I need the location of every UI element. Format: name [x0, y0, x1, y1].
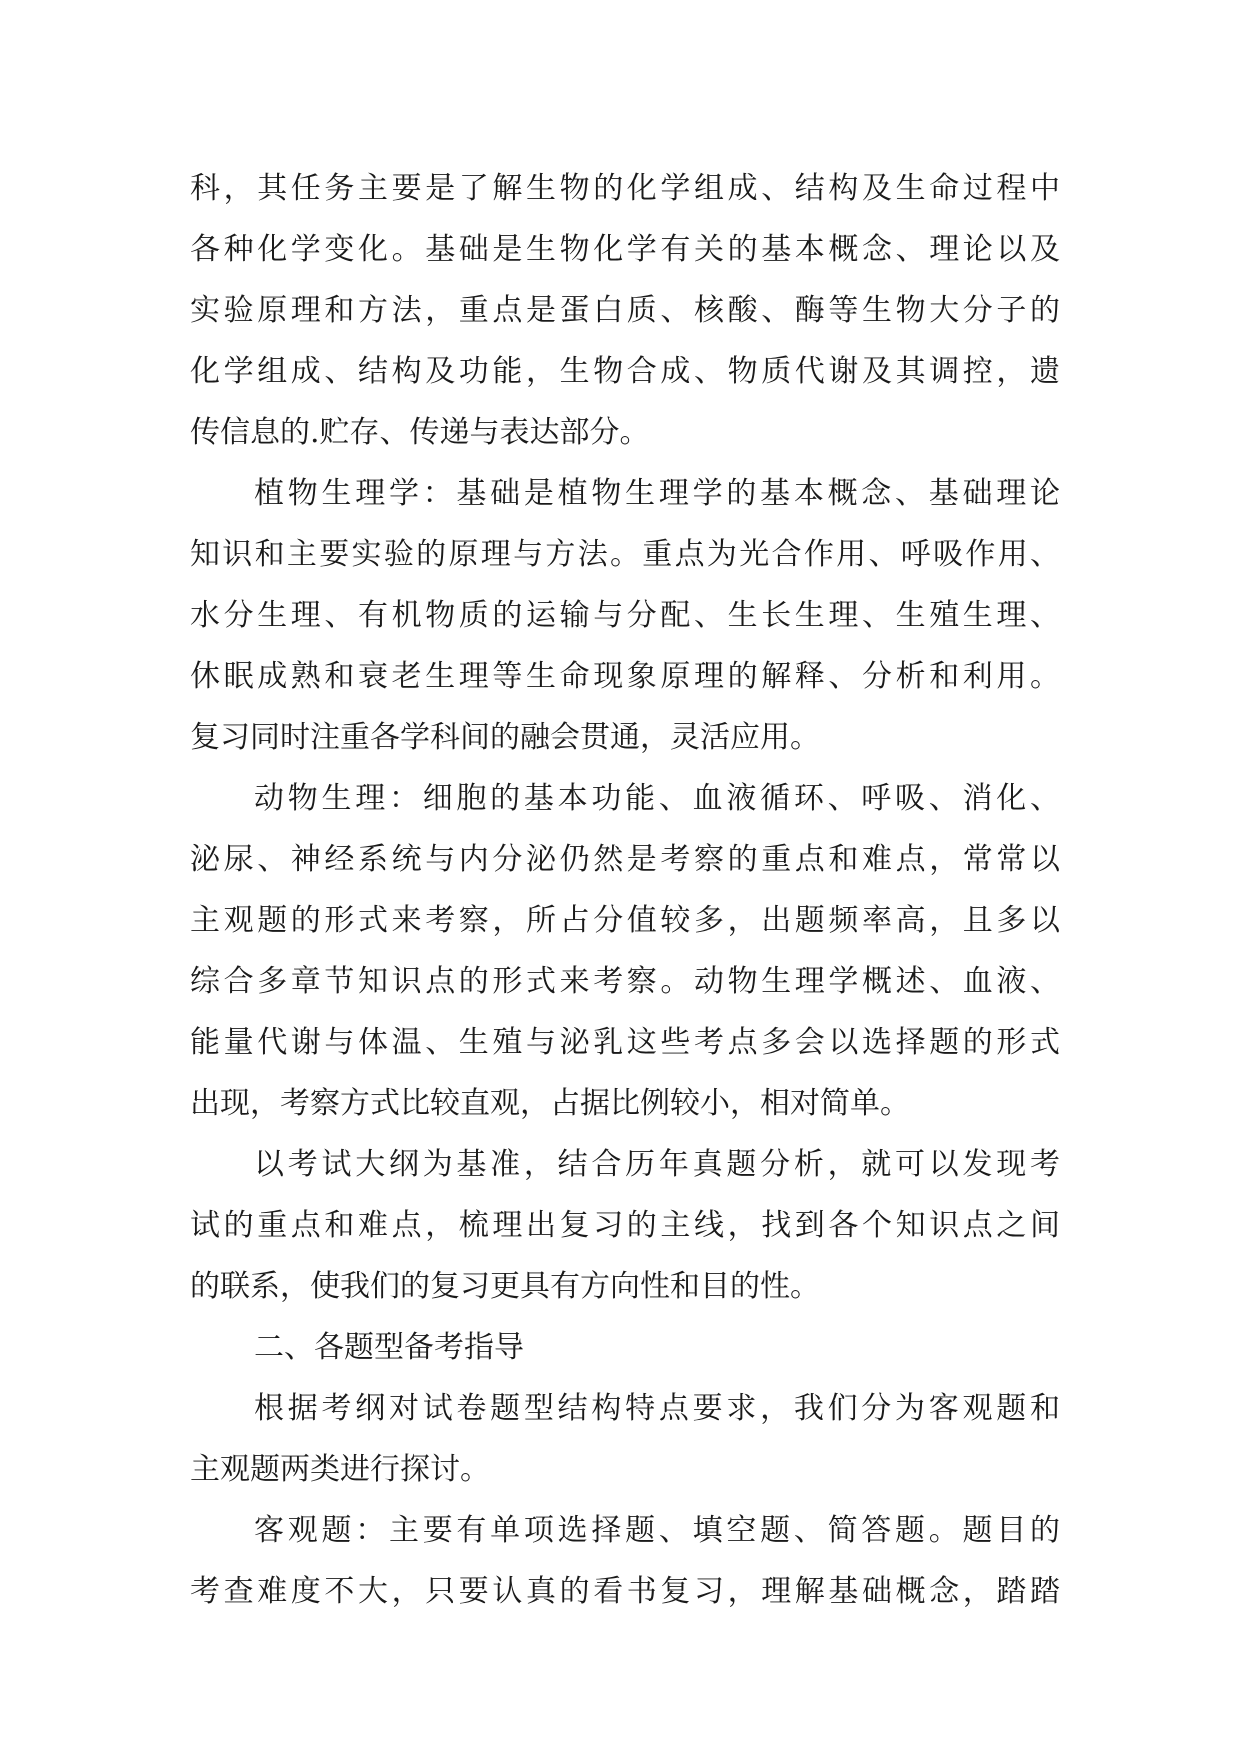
text-line: 传信息的.贮存、传递与表达部分。: [190, 415, 650, 450]
text-line: 出现，考察方式比较直观，占据比例较小，相对简单。: [190, 1086, 910, 1121]
text-line: 客观题：主要有单项选择题、填空题、简答题。题目的: [254, 1513, 1060, 1548]
text-line: 植物生理学：基础是植物生理学的基本概念、基础理论: [254, 476, 1060, 511]
text-line: 休眠成熟和衰老生理等生命现象原理的解释、分析和利用。: [190, 659, 1060, 694]
paragraph: [190, 1378, 1060, 1500]
paragraph: [190, 1500, 1060, 1622]
text-line: 主观题两类进行探讨。: [190, 1452, 490, 1487]
text-line: 考查难度不大，只要认真的看书复习，理解基础概念，踏踏: [190, 1574, 1060, 1609]
text-line: 科，其任务主要是了解生物的化学组成、结构及生命过程中: [190, 171, 1060, 206]
heading-line: 二、各题型备考指导: [254, 1330, 524, 1365]
text-line: 知识和主要实验的原理与方法。重点为光合作用、呼吸作用、: [190, 537, 1060, 572]
paragraph: [190, 463, 1060, 768]
text-line: 根据考纲对试卷题型结构特点要求，我们分为客观题和: [254, 1391, 1060, 1426]
text-line: 能量代谢与体温、生殖与泌乳这些考点多会以选择题的形式: [190, 1025, 1060, 1060]
text-line: 泌尿、神经系统与内分泌仍然是考察的重点和难点，常常以: [190, 842, 1060, 877]
text-line: 以考试大纲为基准，结合历年真题分析，就可以发现考: [254, 1147, 1060, 1182]
paragraph: [190, 1134, 1060, 1317]
paragraph: [190, 768, 1060, 1134]
section-heading: [190, 1317, 1060, 1378]
text-line: 试的重点和难点，梳理出复习的主线，找到各个知识点之间: [190, 1208, 1060, 1243]
text-line: 水分生理、有机物质的运输与分配、生长生理、生殖生理、: [190, 598, 1060, 633]
document-body: [190, 158, 1060, 1622]
text-line: 动物生理：细胞的基本功能、血液循环、呼吸、消化、: [254, 781, 1060, 816]
text-line: 主观题的形式来考察，所占分值较多，出题频率高，且多以: [190, 903, 1060, 938]
text-line: 的联系，使我们的复习更具有方向性和目的性。: [190, 1269, 820, 1304]
text-line: 综合多章节知识点的形式来考察。动物生理学概述、血液、: [190, 964, 1060, 999]
paragraph: [190, 158, 1060, 463]
text-line: 化学组成、结构及功能，生物合成、物质代谢及其调控，遗: [190, 354, 1060, 389]
text-line: 实验原理和方法，重点是蛋白质、核酸、酶等生物大分子的: [190, 293, 1060, 328]
text-line: 复习同时注重各学科间的融会贯通，灵活应用。: [190, 720, 820, 755]
text-line: 各种化学变化。基础是生物化学有关的基本概念、理论以及: [190, 232, 1060, 267]
